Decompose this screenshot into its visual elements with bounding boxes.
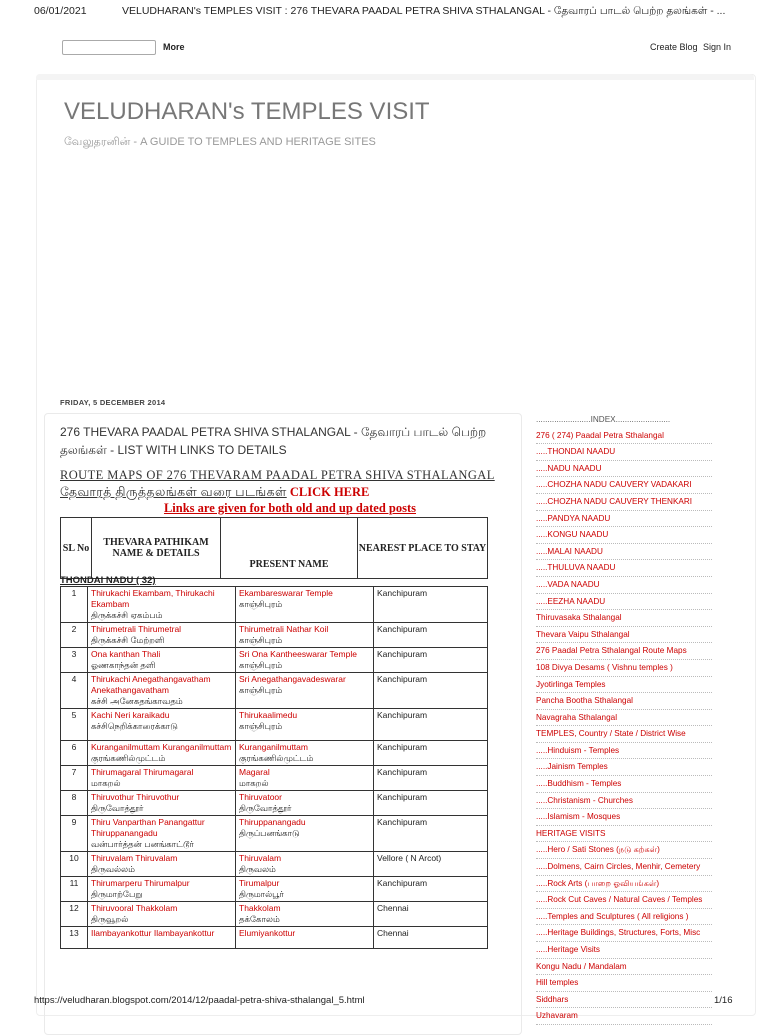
present-link[interactable]: Thakkolam <box>239 903 281 913</box>
more-link[interactable]: More <box>163 42 185 52</box>
sidebar-link[interactable]: .....Heritage Buildings, Structures, Forts, Misc <box>536 925 712 942</box>
row-present <box>236 816 374 852</box>
sidebar-link[interactable]: Navagraha Sthalangal <box>536 710 712 727</box>
row-present <box>236 791 374 816</box>
pathikam-tamil: திருமாற்பேறு <box>91 889 143 899</box>
row-present <box>236 709 374 741</box>
row-present <box>236 902 374 927</box>
sidebar-link[interactable]: .....Christanism - Churches <box>536 793 712 810</box>
present-link[interactable]: Thirukaalimedu <box>239 710 298 720</box>
sidebar-link[interactable]: .....Buddhism - Temples <box>536 776 712 793</box>
row-nearest: Kanchipuram <box>374 741 488 766</box>
sidebar-link[interactable]: .....Jainism Temples <box>536 759 712 776</box>
sidebar-link[interactable]: Kongu Nadu / Mandalam <box>536 959 712 976</box>
pathikam-link[interactable]: Thirumagaral Thirumagaral <box>91 767 194 777</box>
pathikam-tamil: திருவூறல் <box>91 914 129 924</box>
pathikam-link[interactable]: Thiruvalam Thiruvalam <box>91 853 178 863</box>
row-sl: 13 <box>61 927 88 949</box>
sidebar-link[interactable]: Uzhavaram <box>536 1008 712 1025</box>
frame-top-band <box>36 74 754 80</box>
present-link[interactable]: Thiruvatoor <box>239 792 282 802</box>
row-sl: 5 <box>61 709 88 741</box>
present-tamil: மாகறல் <box>239 778 269 788</box>
present-tamil: காஞ்சிபுரம் <box>239 599 283 609</box>
row-present <box>236 648 374 673</box>
row-nearest: Kanchipuram <box>374 816 488 852</box>
sidebar-link[interactable]: .....Rock Cut Caves / Natural Caves / Temples <box>536 892 712 909</box>
row-pathikam <box>88 877 236 902</box>
pathikam-tamil: திருவல்லம் <box>91 864 135 874</box>
row-nearest: Kanchipuram <box>374 766 488 791</box>
row-present <box>236 766 374 791</box>
row-sl: 12 <box>61 902 88 927</box>
click-here-link[interactable]: CLICK HERE <box>289 485 370 499</box>
col-present-name: PRESENT NAME <box>221 518 358 579</box>
present-tamil: காஞ்சிபுரம் <box>239 685 283 695</box>
sidebar-link[interactable]: 108 Divya Desams ( Vishnu temples ) <box>536 660 712 677</box>
table-row <box>61 852 488 877</box>
pathikam-link[interactable]: Kachi Neri karaikadu <box>91 710 170 720</box>
sidebar-link[interactable]: .....Temples and Sculptures ( All religions ) <box>536 909 712 926</box>
present-tamil: காஞ்சிபுரம் <box>239 660 283 670</box>
pathikam-tamil: திருவோத்தூர் <box>91 803 144 813</box>
present-tamil: குரங்கணில்முட்டம் <box>239 753 314 763</box>
links-note: Links are given for both old and up dated posts <box>163 501 417 515</box>
row-sl: 10 <box>61 852 88 877</box>
search-input[interactable] <box>62 40 156 55</box>
row-pathikam <box>88 741 236 766</box>
pathikam-tamil: குரங்கணில்முட்டம் <box>91 753 166 763</box>
present-tamil: திருவலம் <box>239 864 276 874</box>
row-present <box>236 852 374 877</box>
present-link[interactable]: Tirumalpur <box>239 878 280 888</box>
sidebar-link[interactable]: Pancha Bootha Sthalangal <box>536 693 712 710</box>
table-row <box>61 766 488 791</box>
print-date: 06/01/2021 <box>34 5 87 17</box>
pathikam-link[interactable]: Thirumarperu Thirumalpur <box>91 878 190 888</box>
blog-description: வேலுதரனின் - A GUIDE TO TEMPLES AND HERITAGE SITES <box>64 136 376 148</box>
row-pathikam <box>88 927 236 949</box>
sidebar-link[interactable]: .....MALAI NAADU <box>536 544 712 561</box>
row-pathikam <box>88 766 236 791</box>
footer-url: https://veludharan.blogspot.com/2014/12/paadal-petra-shiva-sthalangal_5.html <box>34 995 365 1006</box>
route-maps-heading: ROUTE MAPS OF 276 THEVARAM PAADAL PETRA SHIVA STHALANGAL <box>60 468 495 482</box>
present-link[interactable]: Kuranganilmuttam <box>239 742 308 752</box>
pathikam-tamil: வன்பார்த்தன் பனங்காட்டூர் <box>91 839 194 849</box>
table-row <box>61 741 488 766</box>
create-blog-link[interactable]: Create Blog <box>650 42 698 52</box>
present-link[interactable]: Thiruvalam <box>239 853 282 863</box>
table-row <box>61 791 488 816</box>
row-nearest: Kanchipuram <box>374 877 488 902</box>
row-sl: 6 <box>61 741 88 766</box>
sidebar-link[interactable]: .....CHOZHA NADU CAUVERY VADAKARI <box>536 477 712 494</box>
pathikam-link[interactable]: Ilambayankottur Ilambayankottur <box>91 928 215 938</box>
sidebar-link[interactable]: .....CHOZHA NADU CAUVERY THENKARI <box>536 494 712 511</box>
route-maps-block <box>60 467 520 501</box>
present-link[interactable]: Elumiyankottur <box>239 928 296 938</box>
table-row <box>61 877 488 902</box>
pathikam-link[interactable]: Thiru Vanparthan Panangattur Thiruppanangadu <box>91 817 205 838</box>
print-title: VELUDHARAN's TEMPLES VISIT : 276 THEVARA PAADAL PETRA SHIVA STHALANGAL - தேவாரப் பாடல் பெற்ற தலங்கள் - ... <box>122 5 726 17</box>
sidebar-link[interactable]: .....Rock Arts (பாறை ஓவியங்கள்) <box>536 876 712 893</box>
present-link[interactable]: Ekambareswarar Temple <box>239 588 333 598</box>
sidebar-link[interactable]: TEMPLES, Country / State / District Wise <box>536 726 712 743</box>
sidebar-link[interactable]: .....Heritage Visits <box>536 942 712 959</box>
present-link[interactable]: Sri Anegathangavadeswarar <box>239 674 346 684</box>
row-nearest: Kanchipuram <box>374 623 488 648</box>
sign-in-link[interactable]: Sign In <box>703 42 732 52</box>
table-row <box>61 927 488 949</box>
pathikam-link[interactable]: Thiruvooral Thakkolam <box>91 903 178 913</box>
row-sl: 9 <box>61 816 88 852</box>
pathikam-link[interactable]: Thirukachi Anegathangavatham Anekathangavatham <box>91 674 211 695</box>
row-present <box>236 623 374 648</box>
pathikam-link[interactable]: Thirukachi Ekambam, Thirukachi Ekambam <box>91 588 215 609</box>
present-tamil: திருவோத்தூர் <box>239 803 292 813</box>
row-present <box>236 587 374 623</box>
sidebar-link[interactable]: Siddhars <box>536 992 712 1009</box>
row-pathikam <box>88 623 236 648</box>
table-row <box>61 709 488 741</box>
row-pathikam <box>88 902 236 927</box>
sidebar-link[interactable]: Hill temples <box>536 975 712 992</box>
temple-table-header <box>60 517 488 579</box>
row-present <box>236 877 374 902</box>
table-row <box>61 902 488 927</box>
row-nearest: Kanchipuram <box>374 673 488 709</box>
present-tamil: திருப்பனங்காடு <box>239 828 300 838</box>
sidebar-link[interactable]: Thiruvasaka Sthalangal <box>536 610 712 627</box>
present-tamil: காஞ்சிபுரம் <box>239 721 283 731</box>
row-pathikam <box>88 816 236 852</box>
pathikam-link[interactable]: Ona kanthan Thali <box>91 649 161 659</box>
present-link[interactable]: Magaral <box>239 767 270 777</box>
sidebar-link[interactable]: .....Dolmens, Cairn Circles, Menhir, Cemetery <box>536 859 712 876</box>
pathikam-link[interactable]: Thiruvothur Thiruvothur <box>91 792 180 802</box>
table-row <box>61 623 488 648</box>
row-nearest: Chennai <box>374 902 488 927</box>
present-link[interactable]: Thiruppanangadu <box>239 817 306 827</box>
sidebar-link[interactable]: 276 ( 274) Paadal Petra Sthalangal <box>536 428 712 445</box>
table-row <box>61 673 488 709</box>
row-sl: 1 <box>61 587 88 623</box>
sidebar-link[interactable]: .....PANDYA NAADU <box>536 511 712 528</box>
sidebar-link[interactable]: .....THULUVA NAADU <box>536 560 712 577</box>
sidebar-link[interactable]: .....Islamism - Mosques <box>536 809 712 826</box>
index-heading: ........................INDEX........................ <box>536 415 671 424</box>
sidebar-link[interactable]: .....THONDAI NAADU <box>536 444 712 461</box>
pathikam-tamil: மாகறல் <box>91 778 121 788</box>
row-nearest: Kanchipuram <box>374 709 488 741</box>
col-pathikam: THEVARA PATHIKAM NAME & DETAILS <box>92 518 221 579</box>
sidebar-link[interactable]: Thevara Vaipu Sthalangal <box>536 627 712 644</box>
post-title: 276 THEVARA PAADAL PETRA SHIVA STHALANGAL - தேவாரப் பாடல் பெற்ற தலங்கள் - LIST WITH LINKS TO DETAILS <box>60 425 487 457</box>
present-tamil: காஞ்சிபுரம் <box>239 635 283 645</box>
row-pathikam <box>88 673 236 709</box>
pathikam-link[interactable]: Kuranganilmuttam Kuranganilmuttam <box>91 742 232 752</box>
present-tamil: தக்கோலம் <box>239 914 280 924</box>
row-sl: 4 <box>61 673 88 709</box>
blogger-navbar <box>0 36 768 58</box>
sidebar-link[interactable]: .....EEZHA NAADU <box>536 594 712 611</box>
pathikam-tamil: திருக்கச்சி ஏகம்பம் <box>91 610 163 620</box>
row-nearest: Kanchipuram <box>374 648 488 673</box>
col-nearest-place: NEAREST PLACE TO STAY <box>358 518 488 579</box>
col-sl-no: SL No <box>61 518 92 579</box>
blog-title[interactable]: VELUDHARAN's TEMPLES VISIT <box>64 98 430 125</box>
pathikam-link[interactable]: Thirumetrali Thirumetral <box>91 624 182 634</box>
sidebar-index <box>536 412 712 1025</box>
post-date-header: FRIDAY, 5 DECEMBER 2014 <box>60 398 166 407</box>
present-link[interactable]: Thirumetrali Nathar Koil <box>239 624 329 634</box>
row-present <box>236 741 374 766</box>
print-header <box>0 0 768 22</box>
sidebar-link[interactable]: 276 Paadal Petra Sthalangal Route Maps <box>536 643 712 660</box>
pathikam-tamil: ஓணகாந்தன் தளி <box>91 660 156 670</box>
table-row <box>61 587 488 623</box>
route-maps-tamil: தேவாரத் திருத்தலங்கள் வரை படங்கள் <box>60 485 287 499</box>
sidebar-link[interactable]: .....NADU NAADU <box>536 461 712 478</box>
row-nearest: Vellore ( N Arcot) <box>374 852 488 877</box>
row-nearest: Kanchipuram <box>374 587 488 623</box>
pathikam-tamil: கச்சிநெறிக்காரைக்காடு <box>91 721 178 731</box>
sidebar-link[interactable]: .....Hero / Sati Stones (நடு கற்கள்) <box>536 842 712 859</box>
row-pathikam <box>88 709 236 741</box>
row-sl: 2 <box>61 623 88 648</box>
row-pathikam <box>88 648 236 673</box>
temple-table <box>60 586 488 949</box>
sidebar-link[interactable]: .....VADA NAADU <box>536 577 712 594</box>
region-heading: THONDAI NADU ( 32) <box>60 575 156 586</box>
row-pathikam <box>88 852 236 877</box>
pathikam-tamil: திருக்கச்சி மேற்றளி <box>91 635 165 645</box>
row-sl: 8 <box>61 791 88 816</box>
row-present <box>236 673 374 709</box>
sidebar-link[interactable]: Jyotirlinga Temples <box>536 677 712 694</box>
row-sl: 11 <box>61 877 88 902</box>
row-nearest: Chennai <box>374 927 488 949</box>
row-sl: 3 <box>61 648 88 673</box>
sidebar-link[interactable]: .....Hinduism - Temples <box>536 743 712 760</box>
row-pathikam <box>88 791 236 816</box>
row-sl: 7 <box>61 766 88 791</box>
sidebar-link[interactable]: .....KONGU NAADU <box>536 527 712 544</box>
table-row <box>61 648 488 673</box>
sidebar-link[interactable]: HERITAGE VISITS <box>536 826 712 843</box>
present-link[interactable]: Sri Ona Kantheeswarar Temple <box>239 649 357 659</box>
table-row <box>61 816 488 852</box>
footer-page-number: 1/16 <box>714 995 733 1006</box>
row-pathikam <box>88 587 236 623</box>
row-present <box>236 927 374 949</box>
row-nearest: Kanchipuram <box>374 791 488 816</box>
present-tamil: திருமால்பூர் <box>239 889 284 899</box>
pathikam-tamil: கச்சி அனேகதங்காவதம் <box>91 696 183 706</box>
